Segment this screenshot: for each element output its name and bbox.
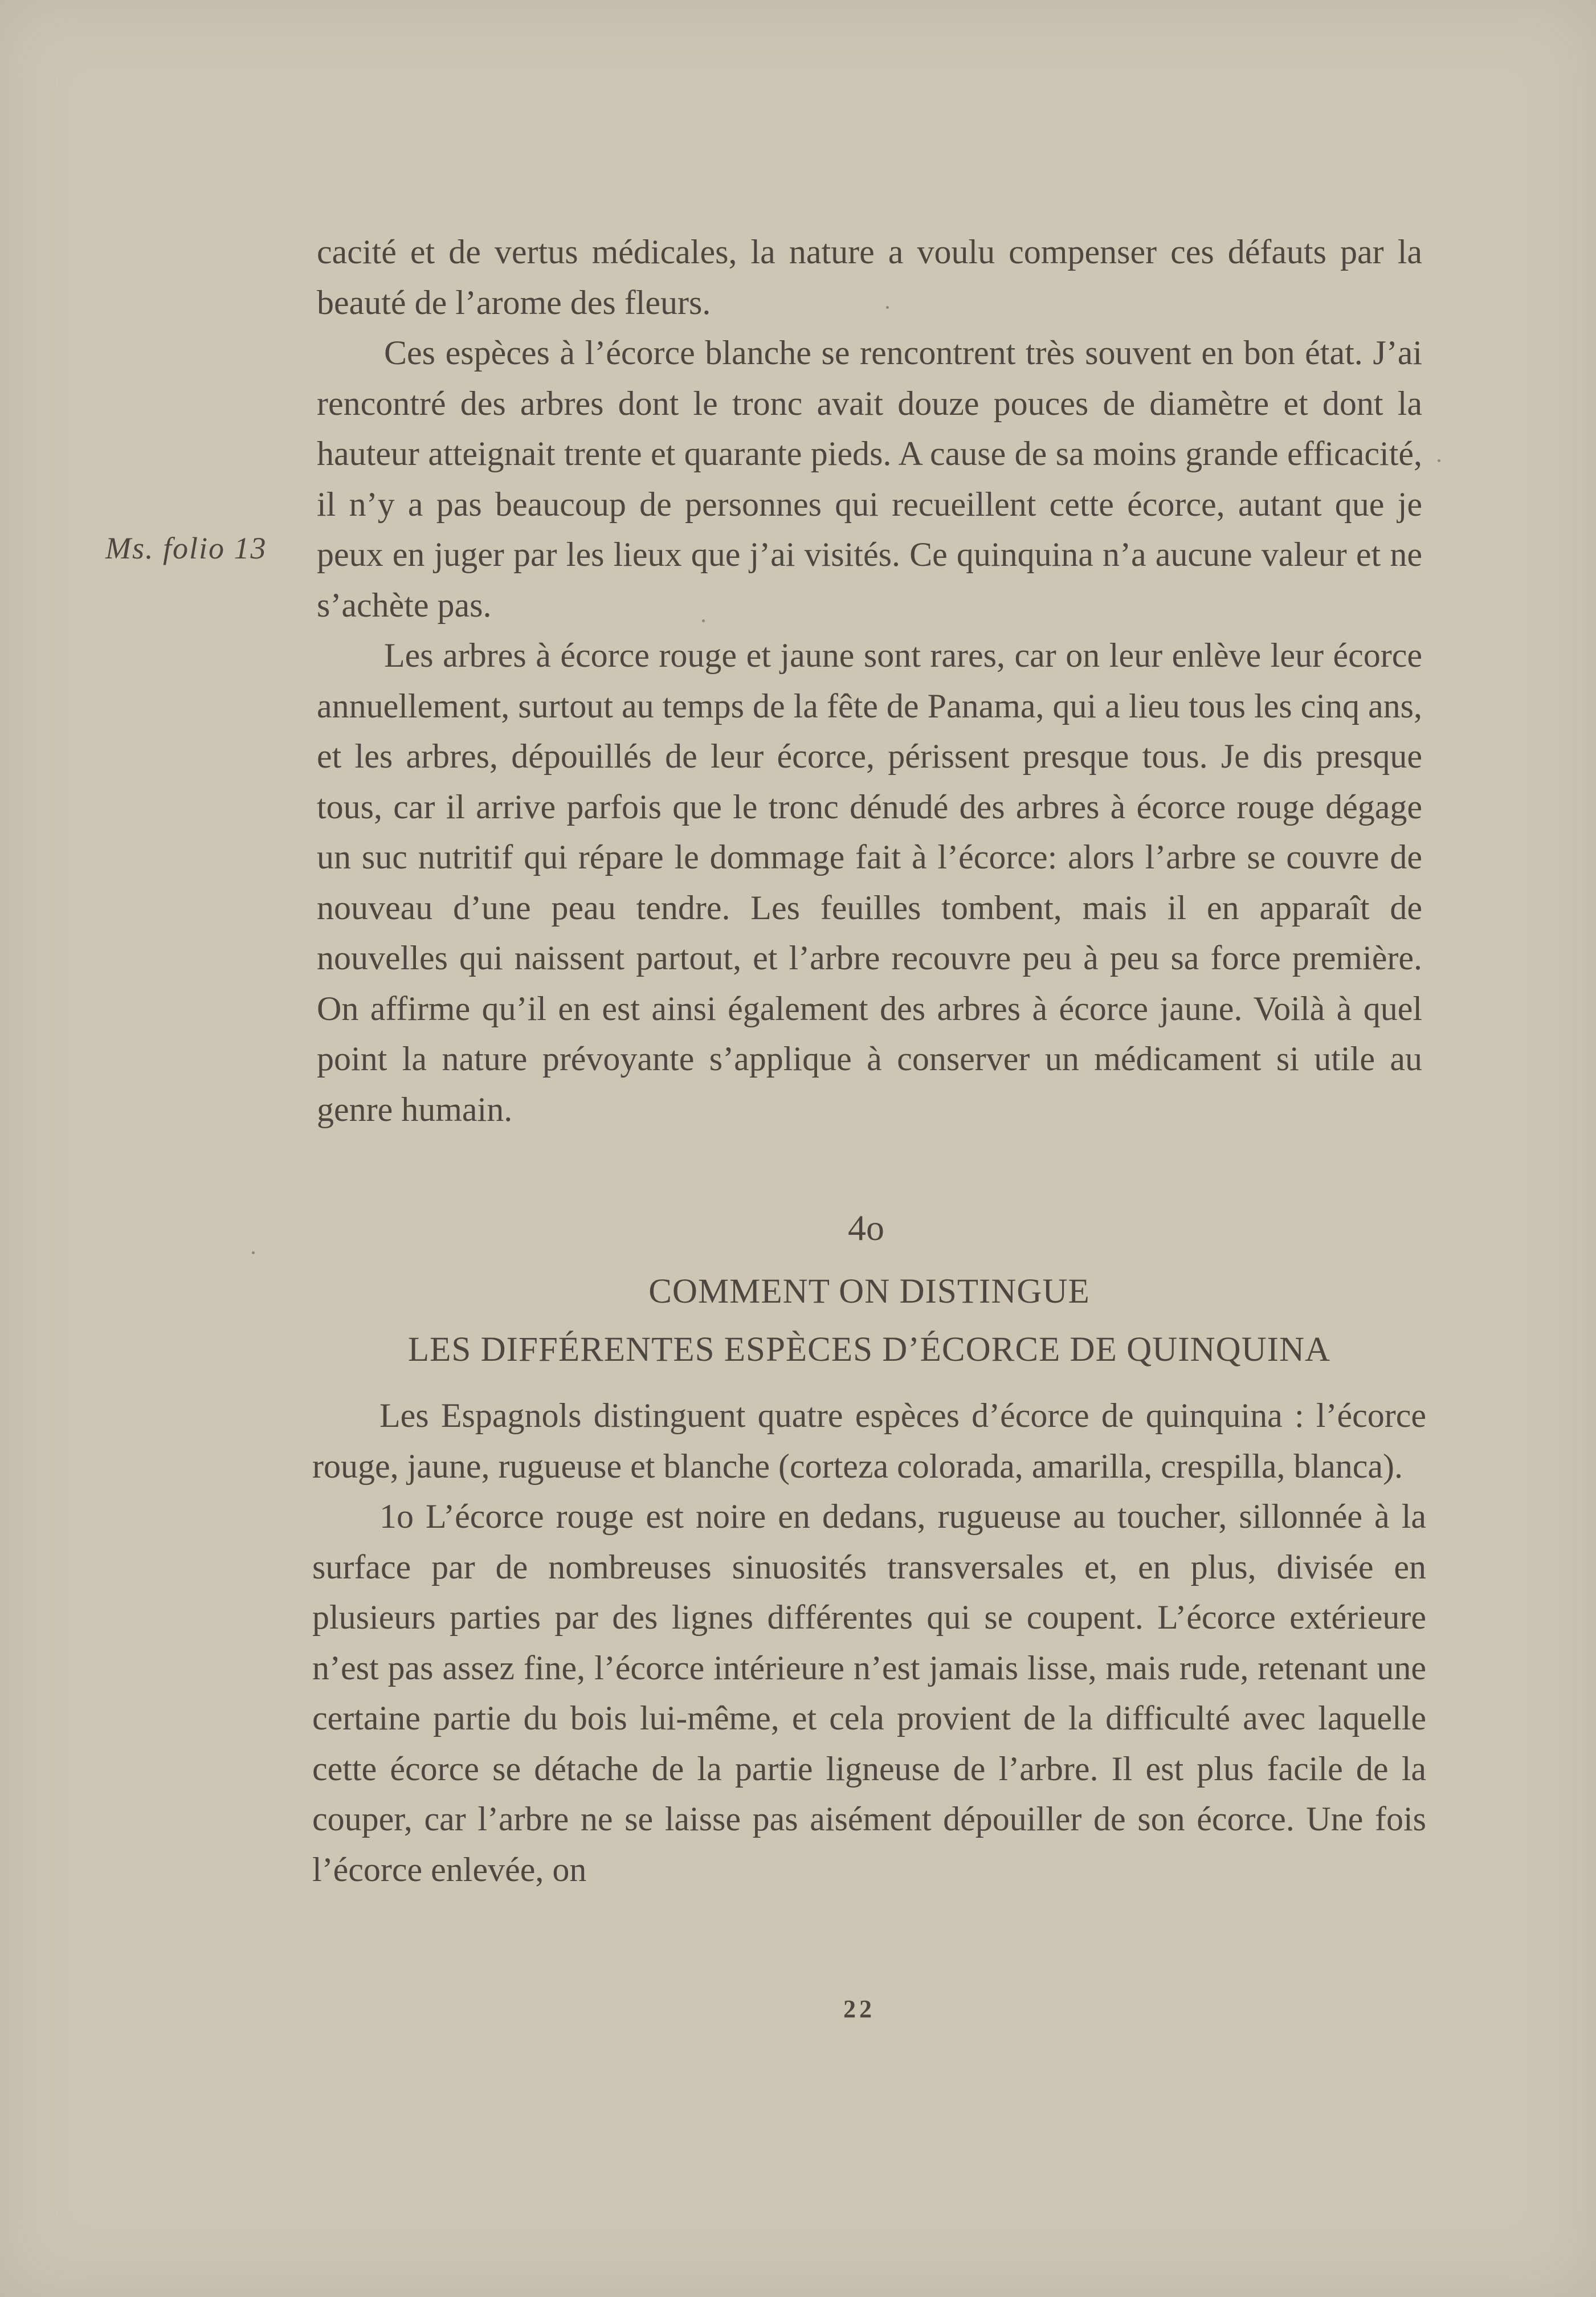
paper-speck bbox=[886, 306, 889, 309]
upper-text-block bbox=[317, 227, 1422, 1135]
section-number: 4o bbox=[848, 1207, 884, 1248]
paragraph: Les arbres à écorce rouge et jaune sont rares, car on leur enlève leur écorce annuellement, surtout au temps de la fête de Panama, qui a lieu tous les cinq ans, et les arbres, dépouillés de leur écorce, périssent presque tous. Je dis presque tous, car il arrive parfois que le tronc dénudé des arbres à écorce rouge dégage un suc nutritif qui répare le dommage fait à l’écorce: alors l’arbre se couvre de nouveau d’une peau tendre. Les feuilles tombent, mais il en apparaît de nouvelles qui naissent partout, et l’arbre recouvre peu à peu sa force première. On affirme qu’il en est ainsi également des arbres à écorce jaune. Voilà à quel point la nature prévoyante s’applique à conserver un médicament si utile au genre humain. bbox=[317, 637, 1422, 1128]
page-number: 22 bbox=[843, 1995, 875, 2023]
paper-speck bbox=[702, 619, 705, 622]
lower-text-block bbox=[312, 1390, 1426, 1895]
margin-note: Ms. folio 13 bbox=[105, 531, 267, 565]
paper-speck bbox=[1438, 459, 1440, 462]
section-title-line-2: LES DIFFÉRENTES ESPÈCES D’ÉCORCE DE QUINQUINA bbox=[407, 1331, 1331, 1369]
section-title-line-1: COMMENT ON DISTINGUE bbox=[648, 1272, 1090, 1311]
paragraph: Ces espèces à l’écorce blanche se rencontrent très souvent en bon état. J’ai rencontré des arbres dont le tronc avait douze pouces de diamètre et dont la hauteur atteignait trente et quarante pieds. A cause de sa moins grande efficacité, il n’y a pas beaucoup de personnes qui recueillent cette écorce, autant que je peux en juger par les lieux que j’ai visités. Ce quinquina n’a aucune valeur et ne s’achète pas. bbox=[317, 334, 1422, 624]
paragraph: Les Espagnols distinguent quatre espèces d’écorce de quinquina : l’écorce rouge, jaune, rugueuse et blanche (corteza colorada, amarilla, crespilla, blanca). bbox=[312, 1397, 1426, 1485]
paragraph: cacité et de vertus médicales, la nature a voulu compenser ces défauts par la beauté de l’arome des fleurs. bbox=[317, 233, 1422, 321]
paragraph: 1o L’écorce rouge est noire en dedans, rugueuse au toucher, sillonnée à la surface par de nombreuses sinuosités transversales et, en plus, divisée en plusieurs parties par des lignes différentes qui se coupent. L’écorce extérieure n’est pas assez fine, l’écorce intérieure n’est jamais lisse, mais rude, retenant une certaine partie du bois lui-même, et cela provient de la difficulté avec laquelle cette écorce se détache de la partie ligneuse de l’arbre. Il est plus facile de la couper, car l’arbre ne se laisse pas aisément dépouiller de son écorce. Une fois l’écorce enlevée, on bbox=[312, 1498, 1426, 1888]
paper-speck bbox=[252, 1251, 255, 1254]
